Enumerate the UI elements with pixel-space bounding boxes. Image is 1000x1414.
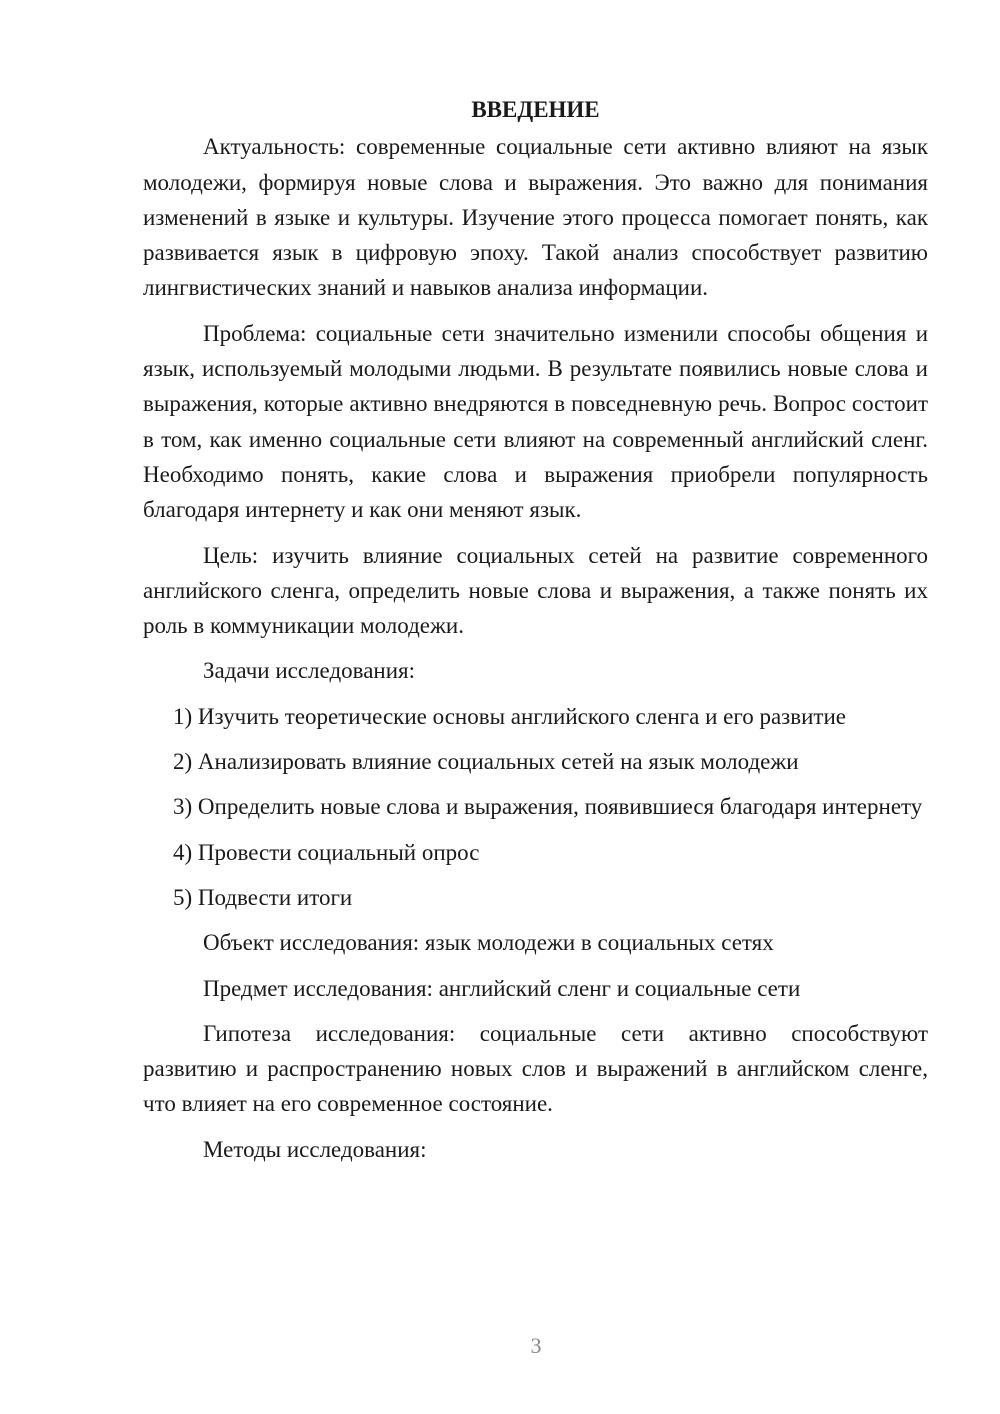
task-item-5: 5) Подвести итоги (173, 884, 353, 910)
document-page (143, 92, 928, 1177)
task-item-1: 1) Изучить теоретические основы английского сленга и его развитие (173, 703, 846, 729)
page-title: ВВЕДЕНИЕ (471, 97, 600, 122)
page-number: 3 (530, 1333, 542, 1358)
hypothesis-paragraph: Гипотеза исследования: социальные сети активно способствуют развитию и распространению новых слов и выражений в английском сленге, что влияет на его современное состояние. (143, 1020, 928, 1117)
task-item-4: 4) Провести социальный опрос (173, 839, 480, 865)
task-item-2: 2) Анализировать влияние социальных сетей на язык молодежи (173, 749, 799, 775)
goal-paragraph: Цель: изучить влияние социальных сетей на развитие современного английского сленга, определить новые слова и выражения, а также понять их роль в коммуникации молодежи. (143, 542, 928, 639)
relevance-paragraph: Актуальность: современные социальные сети активно влияют на язык молодежи, формируя новые слова и выражения. Это важно для понимания изменений в языке и культуры. Изучение этого процесса помогает понять, как развивается язык в цифровую эпоху. Такой анализ способствует развитию лингвистических знаний и навыков анализа информации. (143, 134, 928, 301)
task-item-3: 3) Определить новые слова и выражения, появившиеся благодаря интернету (173, 794, 923, 820)
subject-paragraph: Предмет исследования: английский сленг и социальные сети (203, 975, 801, 1001)
tasks-heading: Задачи исследования: (203, 658, 416, 684)
problem-paragraph: Проблема: социальные сети значительно изменили способы общения и язык, используемый молодыми людьми. В результате появились новые слова и выражения, которые активно внедряются в повседневную речь. Вопрос состоит в том, как именно социальные сети влияют на современный английский сленг. Необходимо понять, какие слова и выражения приобрели популярность благодаря интернету и как они меняют язык. (143, 320, 928, 523)
methods-heading: Методы исследования: (203, 1136, 427, 1162)
object-paragraph: Объект исследования: язык молодежи в социальных сетях (203, 930, 774, 956)
